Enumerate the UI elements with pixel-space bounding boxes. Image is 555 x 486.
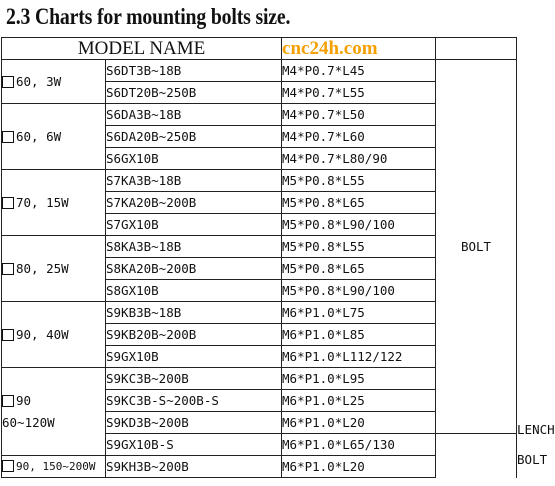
square-frame-icon xyxy=(2,329,14,341)
bolt-size-cell: M4*P0.7*L50 xyxy=(282,104,436,126)
model-cell: S9KH3B~200B xyxy=(106,456,282,478)
frame-size-cell: 60, 6W xyxy=(2,104,106,170)
table-row xyxy=(2,60,517,82)
model-cell: S6DT20B~250B xyxy=(106,82,282,104)
model-cell: S9KC3B~200B xyxy=(106,368,282,390)
frame-size-cell: 80, 25W xyxy=(2,236,106,302)
bolt-size-cell: M6*P1.0*L25 xyxy=(282,390,436,412)
bolt-size-cell: M5*P0.8*L55 xyxy=(282,170,436,192)
model-cell: S9GX10B xyxy=(106,346,282,368)
square-frame-icon xyxy=(2,460,14,472)
model-cell: S7GX10B xyxy=(106,214,282,236)
model-cell: S7KA3B~18B xyxy=(106,170,282,192)
bolt-size-cell: M5*P0.8*L55 xyxy=(282,236,436,258)
model-cell: S6DT3B~18B xyxy=(106,60,282,82)
model-cell: S9KB3B~18B xyxy=(106,302,282,324)
page-title: 2.3 Charts for mounting bolts size. xyxy=(6,4,291,29)
square-frame-icon xyxy=(2,197,14,209)
frame-size-cell: 90, 40W xyxy=(2,302,106,368)
bolt-size-cell: M5*P0.8*L90/100 xyxy=(282,214,436,236)
model-cell: S7KA20B~200B xyxy=(106,192,282,214)
bolt-size-cell: M6*P1.0*L65/130 xyxy=(282,434,436,456)
frame-size-cell: 90, 150~200W xyxy=(2,456,106,478)
model-cell: S9KC3B-S~200B-S xyxy=(106,390,282,412)
model-cell: S9KD3B~200B xyxy=(106,412,282,434)
square-frame-icon xyxy=(2,131,14,143)
bolt-type-cell: BOLT xyxy=(436,60,517,434)
square-frame-icon xyxy=(2,76,14,88)
square-frame-icon xyxy=(2,395,14,407)
bolt-size-cell: M4*P0.7*L45 xyxy=(282,60,436,82)
model-cell: S9KB20B~200B xyxy=(106,324,282,346)
table-header-row xyxy=(2,38,517,60)
bolt-size-cell: M5*P0.8*L90/100 xyxy=(282,280,436,302)
frame-size-cell: 90 60~120W xyxy=(2,368,106,456)
bolt-size-cell: M6*P1.0*L75 xyxy=(282,302,436,324)
model-cell: S6DA20B~250B xyxy=(106,126,282,148)
bolt-size-cell: M4*P0.7*L60 xyxy=(282,126,436,148)
model-cell: S9GX10B-S xyxy=(106,434,282,456)
frame-size-cell: 70, 15W xyxy=(2,170,106,236)
mounting-bolts-table xyxy=(1,37,555,478)
bolt-size-cell: M4*P0.7*L55 xyxy=(282,82,436,104)
table-row xyxy=(2,456,517,478)
brand-watermark: cnc24h.com xyxy=(282,38,436,60)
model-cell: S8KA20B~200B xyxy=(106,258,282,280)
square-frame-icon xyxy=(2,263,14,275)
model-name-header: MODEL NAME xyxy=(2,38,282,60)
type-header xyxy=(436,38,517,60)
bolt-size-cell: M6*P1.0*L95 xyxy=(282,368,436,390)
bolt-size-cell: M6*P1.0*L20 xyxy=(282,456,436,478)
bolt-size-cell: M6*P1.0*L20 xyxy=(282,412,436,434)
model-cell: S6GX10B xyxy=(106,148,282,170)
bolt-size-cell: M5*P0.8*L65 xyxy=(282,258,436,280)
model-cell: S8GX10B xyxy=(106,280,282,302)
model-cell: S6DA3B~18B xyxy=(106,104,282,126)
model-cell: S8KA3B~18B xyxy=(106,236,282,258)
bolt-size-cell: M5*P0.8*L65 xyxy=(282,192,436,214)
table-row: S9KD3B~200B M6*P1.0*L20 LENCH BOLT xyxy=(2,412,517,434)
bolt-size-cell: M4*P0.7*L80/90 xyxy=(282,148,436,170)
bolt-size-cell: M6*P1.0*L112/122 xyxy=(282,346,436,368)
frame-size-cell: 60, 3W xyxy=(2,60,106,104)
bolt-size-cell: M6*P1.0*L85 xyxy=(282,324,436,346)
